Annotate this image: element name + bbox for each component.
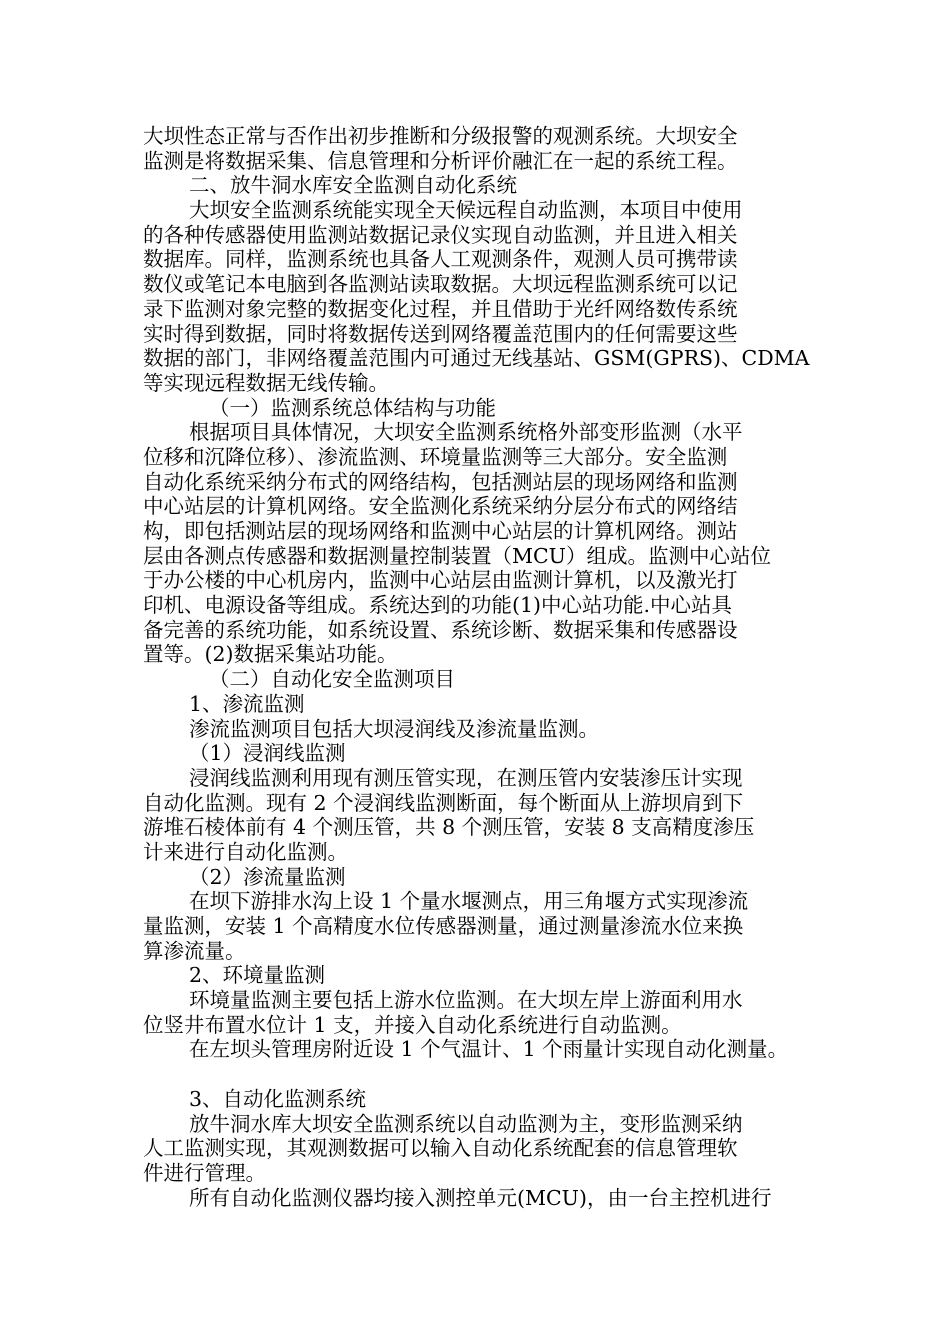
text-line: 计来进行自动化监测。 bbox=[143, 839, 348, 864]
text-line: 人工监测实现，其观测数据可以输入自动化系统配套的信息管理软 bbox=[143, 1136, 738, 1161]
blank-line bbox=[143, 1062, 823, 1087]
paragraph-start: 根据项目具体情况，大坝安全监测系统格外部变形监测（水平 bbox=[189, 420, 743, 445]
paragraph-start: 在坝下游排水沟上设 1 个量水堰测点，用三角堰方式实现渗流 bbox=[189, 889, 749, 914]
text-line: 算渗流量。 bbox=[143, 938, 246, 963]
paragraph-start: 大坝安全监测系统能实现全天候远程自动监测，本项目中使用 bbox=[189, 198, 743, 223]
item-heading: 1、渗流监测 bbox=[189, 691, 305, 716]
text-line: 件进行管理。 bbox=[143, 1160, 266, 1185]
section-heading: 二、放牛洞水库安全监测自动化系统 bbox=[189, 173, 517, 198]
document-body bbox=[143, 124, 823, 1210]
item-heading: （2）渗流量监测 bbox=[189, 864, 346, 889]
paragraph-start: 在左坝头管理房附近设 1 个气温计、1 个雨量计实现自动化测量。 bbox=[189, 1037, 789, 1062]
paragraph-start: 放牛洞水库大坝安全监测系统以自动监测为主，变形监测采纳 bbox=[189, 1111, 743, 1136]
text-line: 量监测，安装 1 个高精度水位传感器测量，通过测量渗流水位来换 bbox=[143, 914, 744, 938]
text-line: 等实现远程数据无线传输。 bbox=[143, 370, 389, 395]
text-line: 自动化系统采纳分布式的网络结构，包括测站层的现场网络和监测 bbox=[143, 469, 738, 494]
text-line: 的各种传感器使用监测站数据记录仪实现自动监测，并且进入相关 bbox=[143, 222, 738, 247]
paragraph-start: 浸润线监测利用现有测压管实现，在测压管内安装渗压计实现 bbox=[189, 765, 743, 790]
paragraph-start: 渗流监测项目包括大坝浸润线及渗流量监测。 bbox=[189, 716, 599, 741]
text-line: 实时得到数据，同时将数据传送到网络覆盖范围内的任何需要这些 bbox=[143, 321, 738, 346]
text-line: 大坝性态正常与否作出初步推断和分级报警的观测系统。大坝安全 bbox=[143, 124, 738, 148]
subsection-heading: （一）监测系统总体结构与功能 bbox=[209, 395, 496, 420]
paragraph-start: 所有自动化监测仪器均接入测控单元(MCU)，由一台主控机进行 bbox=[189, 1185, 772, 1210]
text-line: 位竖井布置水位计 1 支，并接入自动化系统进行自动监测。 bbox=[143, 1012, 682, 1037]
text-line: 于办公楼的中心机房内，监测中心站层由监测计算机，以及激光打 bbox=[143, 568, 738, 593]
text-line: 置等。(2)数据采集站功能。 bbox=[143, 642, 398, 667]
text-line: 自动化监测。现有 2 个浸润线监测断面，每个断面从上游坝肩到下 bbox=[143, 790, 744, 815]
text-line: 数据的部门，非网络覆盖范围内可通过无线基站、GSM(GPRS)、CDMA bbox=[143, 346, 810, 371]
text-line: 游堆石棱体前有 4 个测压管，共 8 个测压管，安装 8 支高精度渗压 bbox=[143, 815, 755, 840]
item-heading: （1）浸润线监测 bbox=[189, 741, 346, 766]
text-line: 构，即包括测站层的现场网络和监测中心站层的计算机网络。测站 bbox=[143, 519, 738, 543]
text-line: 位移和沉降位移）、渗流监测、环境量监测等三大部分。安全监测 bbox=[143, 444, 728, 469]
text-line: 印机、电源设备等组成。系统达到的功能(1)中心站功能.中心站具 bbox=[143, 593, 733, 618]
text-line: 中心站层的计算机网络。安全监测化系统采纳分层分布式的网络结 bbox=[143, 494, 738, 519]
text-line: 数据库。同样，监测系统也具备人工观测条件，观测人员可携带读 bbox=[143, 247, 738, 272]
text-line: 监测是将数据采集、信息管理和分析评价融汇在一起的系统工程。 bbox=[143, 148, 738, 173]
text-line: 层由各测点传感器和数据测量控制装置（MCU）组成。监测中心站位 bbox=[143, 543, 771, 568]
text-line: 录下监测对象完整的数据变化过程，并且借助于光纤网络数传系统 bbox=[143, 296, 738, 321]
item-heading: 3、自动化监测系统 bbox=[189, 1086, 367, 1111]
text-line: 数仪或笔记本电脑到各监测站读取数据。大坝远程监测系统可以记 bbox=[143, 272, 738, 297]
paragraph-start: 环境量监测主要包括上游水位监测。在大坝左岸上游面利用水 bbox=[189, 988, 743, 1013]
text-line: 备完善的系统功能，如系统设置、系统诊断、数据采集和传感器设 bbox=[143, 617, 738, 642]
item-heading: 2、环境量监测 bbox=[189, 963, 326, 988]
subsection-heading: （二）自动化安全监测项目 bbox=[209, 667, 455, 692]
